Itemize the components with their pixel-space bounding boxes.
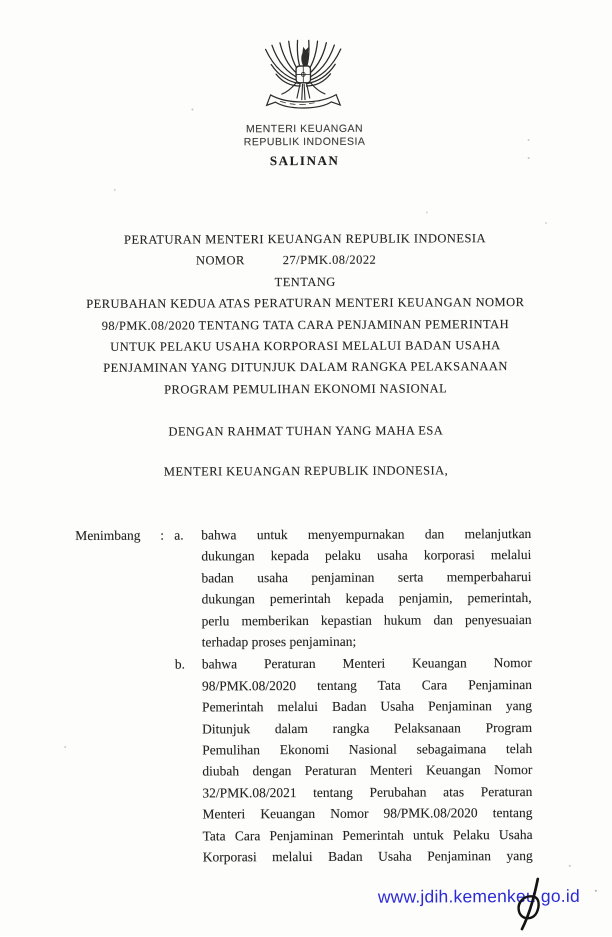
menimbang-line: bahwa Peraturan Menteri Keuangan Nomor [202,652,532,675]
invocation-line: DENGAN RAHMAT TUHAN YANG MAHA ESA [0,423,612,441]
menimbang-line: 32/PMK.08/2021 tentang Perubahan atas Peraturan [202,781,532,804]
menimbang-line: Pemerintah melalui Badan Usaha Penjaminan yang [202,695,532,718]
menimbang-line: Ditunjuk dalam rangka Pelaksanaan Program [202,717,532,740]
menimbang-line: 98/PMK.08/2020 tentang Tata Cara Penjaminan [202,674,532,697]
nomor-label: NOMOR [196,254,245,268]
jdih-watermark-url: www.jdih.kemenkeu.go.id [378,886,580,908]
emblem-ribbon [267,95,341,109]
scan-speck [114,189,116,191]
menimbang-line: Menteri Keuangan Nomor 98/PMK.08/2020 tentang [202,802,532,825]
menimbang-section [75,523,542,869]
menimbang-label: Menimbang [75,525,140,547]
title-subject [0,292,612,402]
authority-line: MENTERI KEUANGAN REPUBLIK INDONESIA, [0,463,612,481]
menimbang-item [202,652,533,868]
menimbang-line: diubah dengan Peraturan Menteri Keuangan Nomor [202,759,532,782]
garuda-pancasila-emblem [259,37,347,119]
title-subject-line: PROGRAM PEMULIHAN EKONOMI NASIONAL [0,378,612,402]
title-subject-line: PENJAMINAN YANG DITUNJUK DALAM RANGKA PELAKSANAAN [0,356,612,380]
scan-speck [545,222,547,224]
menimbang-line: perlu memberikan kepastian hukum dan penyesuaian [202,609,532,632]
menimbang-line: badan usaha penjaminan serta memperbaharui [201,566,531,589]
menimbang-line: bahwa untuk menyempurnakan dan melanjutkan [201,523,531,546]
menimbang-line: dukungan pemerintah kepada penjamin, pemerintah, [202,587,532,610]
scan-speck [528,157,530,159]
menimbang-items [201,523,532,868]
title-tentang: TENTANG [0,270,611,294]
copy-stamp: SALINAN [0,152,611,171]
title-heading: PERATURAN MENTERI KEUANGAN REPUBLIK INDONESIA [0,228,611,252]
menimbang-line: terhadap proses penjaminan; [202,630,532,653]
scan-speck [569,865,571,867]
menimbang-line: Tata Cara Penjaminan Pemerintah untuk Pelaku Usaha [203,824,533,847]
handwritten-initial-mark [508,873,548,935]
title-subject-line: 98/PMK.08/2020 TENTANG TATA CARA PENJAMINAN PEMERINTAH [0,313,611,337]
menimbang-line: Pemulihan Ekonomi Nasional sebagaimana telah [202,738,532,761]
title-subject-line: UNTUK PELAKU USAHA KORPORASI MELALUI BADAN USAHA [0,335,612,359]
menimbang-colon: : [160,525,164,546]
nomor-value: 27/PMK.08/2022 [283,253,377,267]
scan-speck [595,890,597,892]
title-subject-line: PERUBAHAN KEDUA ATAS PERATURAN MENTERI KEUANGAN NOMOR [0,292,611,316]
title-nomor-line [0,249,592,273]
scan-speck [191,108,193,110]
letterhead-republic: REPUBLIK INDONESIA [0,135,611,151]
letterhead [0,122,611,151]
menimbang-item [201,523,532,653]
title-block [0,228,612,402]
menimbang-item-marker: b. [175,654,185,675]
letterhead-ministry: MENTERI KEUANGAN [0,122,611,138]
scan-speck [64,746,66,748]
menimbang-item-marker: a. [174,525,183,546]
menimbang-line: dukungan kepada pelaku usaha korporasi melalui [201,544,531,567]
menimbang-line: Korporasi melalui Badan Usaha Penjaminan yang [203,845,533,868]
scan-speck [528,139,530,141]
scan-speck [426,211,428,213]
